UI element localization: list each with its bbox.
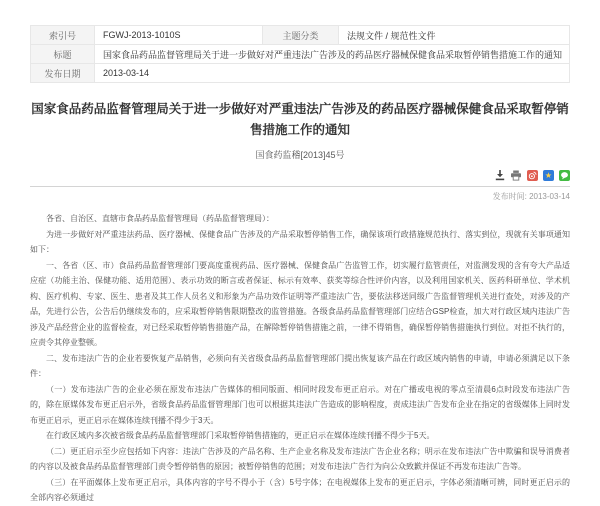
title-value: 国家食品药品监督管理局关于进一步做好对严重违法广告涉及的药品医疗器械保健食品采取暂停销售措施工作的通知 <box>95 45 570 64</box>
category-label: 主题分类 <box>263 26 339 45</box>
title-label: 标题 <box>31 45 95 64</box>
article-paragraph: （二）更正启示至少应包括如下内容：违法广告涉及的产品名称、生产企业名称及发布违法广告企业名称；明示在发布违法广告中欺骗和误导消费者的内容以及被食品药品监督管理部门责令暂停销售的原因；被暂停销售的范围；对发布违法广告行为向公众致歉并保证不再发布违法广告等。 <box>30 446 570 471</box>
category-value: 法规文件 / 规范性文件 <box>339 26 570 45</box>
share-toolbar <box>30 170 570 187</box>
article-body <box>30 211 570 506</box>
weibo-share-icon[interactable] <box>527 170 538 181</box>
document-number: 国食药监稽[2013]45号 <box>255 150 345 160</box>
table-row <box>31 64 570 83</box>
wechat-share-icon[interactable] <box>559 170 570 181</box>
article-paragraph: 各省、自治区、直辖市食品药品监督管理局（药品监督管理局）： <box>46 214 274 223</box>
article-paragraph: 一、各省（区、市）食品药品监督管理部门要高度重视药品、医疗器械、保健食品广告监管工作，切实履行监管责任，对监测发现的含有夸大产品适应症（功能主治、保健功能、适用范围）、表示功效的断言或者保证、标示有效率、获奖等综合性评价内容，以及利用国家机关、医药科研单位、学术机构、医疗机构、专家、医生、患者及其工作人员名义和形象为产品功效作证明等严重违法广告，要依法移送同级广告监督管理机关进行查处，对涉及的产品，先进行公告，公告后仍继续发布的，应采取暂停销售限期整改的监管措施。各级食品药品监督管理部门应结合GSP检查，加大对行政区域内违法广告涉及产品经营企业的监督检查，对已经采取暂停销售措施产品，在解除暂停销售措施之前，一律不得销售，确保暂停销售措施执行到位。对拒不执行的，应责令其停业整顿。 <box>30 260 570 347</box>
document-info-table <box>30 25 570 83</box>
publish-time-value: 2013-03-14 <box>529 192 570 201</box>
qzone-share-icon[interactable]: ★ <box>544 170 553 180</box>
table-row <box>31 26 570 45</box>
index-value: FGWJ-2013-1010S <box>95 26 263 45</box>
article-paragraph: （三）在平面媒体上发布更正启示，具体内容的字号不得小于（含）5号字体；在电视媒体上发布的更正启示，字体必须清晰可辨，同时更正启示的全部内容必须通过 <box>30 477 570 502</box>
index-label: 索引号 <box>31 26 95 45</box>
print-icon[interactable] <box>510 170 522 181</box>
publish-time <box>30 191 570 202</box>
download-icon[interactable] <box>495 170 505 181</box>
article-paragraph: 二、发布违法广告的企业若要恢复产品销售，必须向有关省级食品药品监督管理部门提出恢复该产品在行政区域内销售的申请，申请必须满足以下条件： <box>30 353 570 378</box>
table-row <box>31 45 570 64</box>
page-title: 国家食品药品监督管理局关于进一步做好对严重违法广告涉及的药品医疗器械保健食品采取暂停销售措施工作的通知 <box>31 102 569 137</box>
publish-time-label: 发布时间: <box>492 192 527 201</box>
article-paragraph: 在行政区域内多次被省级食品药品监督管理部门采取暂停销售措施的，更正启示在媒体连续刊播不得少于5天。 <box>46 431 435 440</box>
article-paragraph: （一）发布违法广告的企业必须在原发布违法广告媒体的相同版面、相同时段发布更正启示。对在广播或电视的零点至清晨6点时段发布违法广告的，除在原媒体发布更正启示外，省级食品药品监督管理部门也可以根据其违法广告造成的影响程度，责成违法广告发布企业在指定的省级媒体上同时发布更正启示，更正启示在媒体连续刊播不得少于3天。 <box>30 384 570 425</box>
article-paragraph: 为进一步做好对严重违法药品、医疗器械、保健食品广告涉及的产品采取暂停销售工作，确保该项行政措施规范执行、落实到位，现就有关事项通知如下： <box>30 229 570 254</box>
page-container <box>30 0 570 506</box>
publish-date-label: 发布日期 <box>31 64 95 83</box>
publish-date-value: 2013-03-14 <box>95 64 570 83</box>
